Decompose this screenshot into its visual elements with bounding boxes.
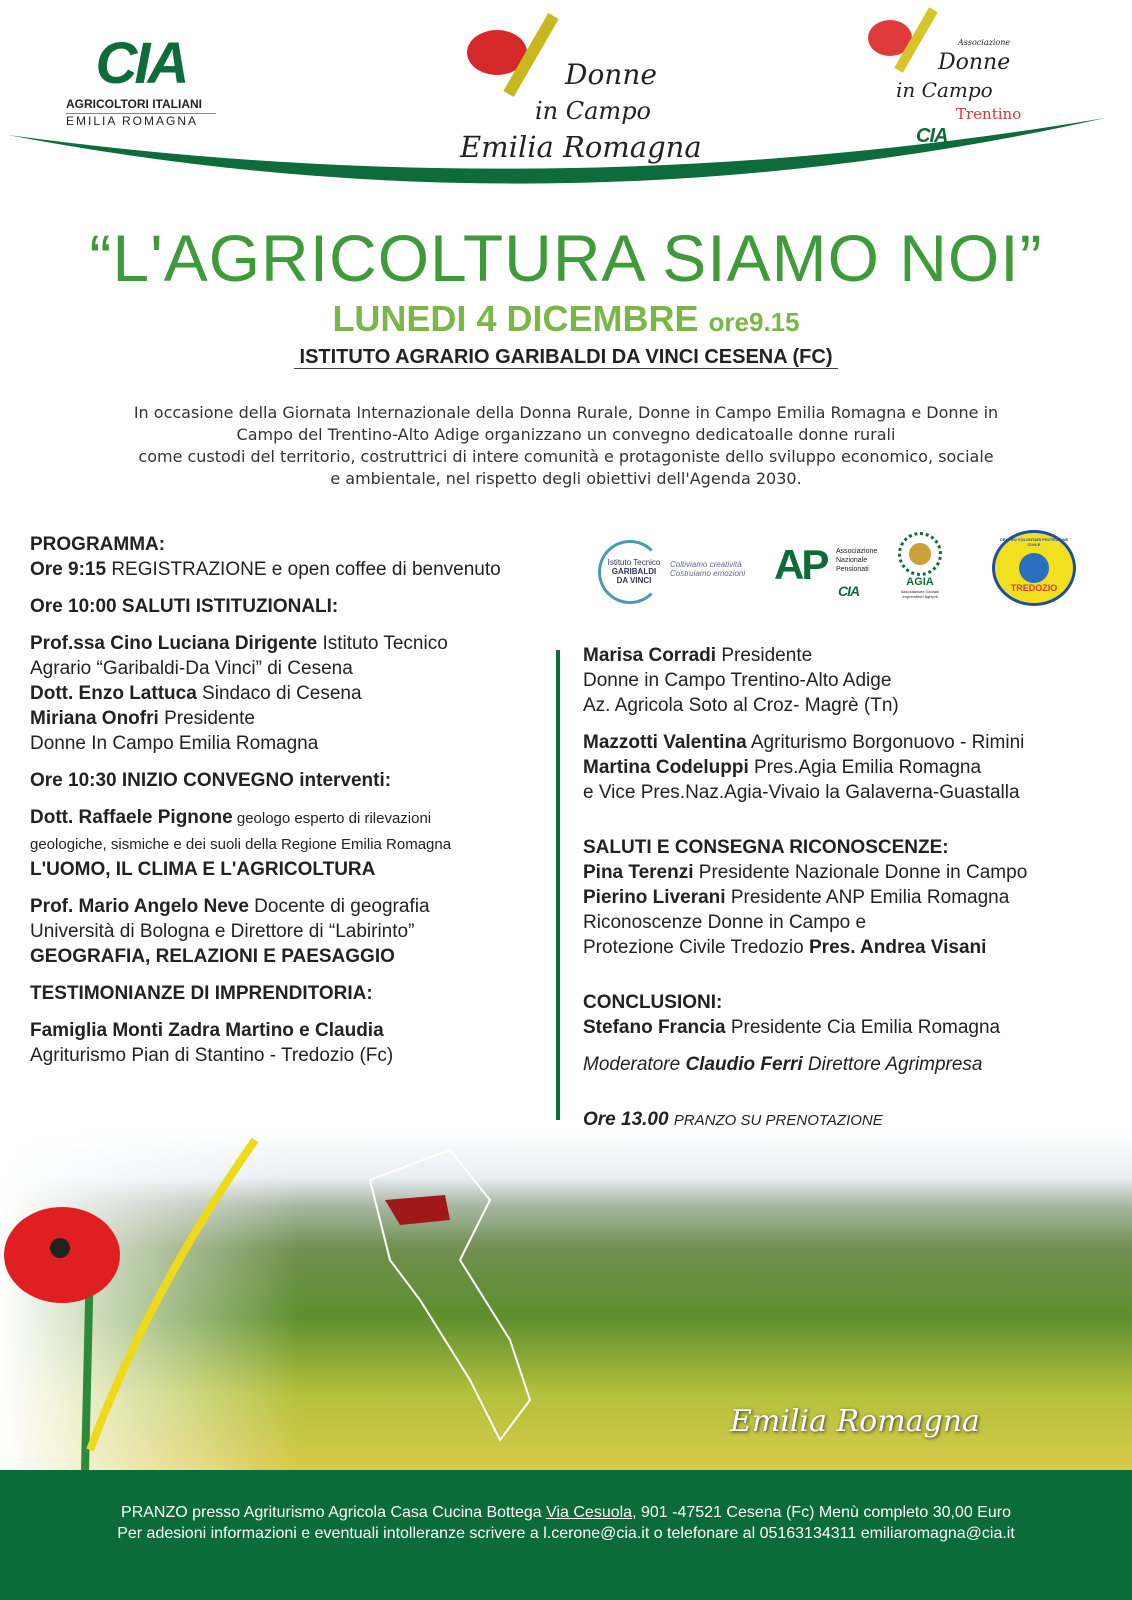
protezione-bottom-text: TREDOZIO [1010, 583, 1058, 593]
logo-small: Associazione [958, 38, 1011, 47]
landscape-caption: Emilia Romagna [730, 1404, 980, 1439]
program-text: Famiglia Monti Zadra Martino e Claudia [30, 1020, 384, 1041]
program-text: Pierino Liverani [583, 887, 726, 908]
program-block [583, 835, 1123, 960]
program-block [583, 1052, 1123, 1077]
column-divider [556, 650, 560, 1120]
program-block [30, 532, 555, 582]
logo-line2: in Campo [896, 78, 993, 102]
program-text: Università di Bologna e Direttore di “Labirinto” [30, 921, 415, 942]
program-text: Stefano Francia [583, 1017, 726, 1038]
program-text: Presidente [158, 708, 255, 729]
program-line [583, 860, 1123, 885]
program-text: Miriana Onofri [30, 708, 159, 729]
program-text: Marisa Corradi [583, 645, 717, 666]
footer-line1 [0, 1502, 1132, 1523]
program-text: L'UOMO, IL CLIMA E L'AGRICOLTURA [30, 859, 376, 880]
intro-paragraph [50, 402, 1082, 490]
program-line [30, 831, 555, 857]
anp-line2: Nazionale [836, 557, 868, 564]
program-text: REGISTRAZIONE e open coffee di benvenuto [111, 559, 501, 580]
program-text: CONCLUSIONI: [583, 992, 723, 1013]
program-text: Ore 9:15 [30, 559, 112, 580]
program-text: Claudio Ferri [685, 1054, 803, 1075]
program-text: geologo esperto di rilevazioni [232, 810, 432, 827]
program-text: Agriturismo Borgonuovo - Rimini [746, 732, 1025, 753]
program-text: Mazzotti Valentina [583, 732, 747, 753]
program-text: Martina Codeluppi [583, 757, 749, 778]
emilia-romagna-region [385, 1195, 450, 1225]
program-text: Ore 10:30 INIZIO CONVEGNO interventi: [30, 770, 392, 791]
footer-line2: Per adesioni informazioni e eventuali intolleranze scrivere a l.cerone@cia.it o telefonare al 05163134311 emiliaromagna@cia.it [117, 1525, 1015, 1542]
cia-logo-line1: AGRICOLTORI ITALIANI [66, 97, 216, 114]
sponsor-agia-logo [890, 532, 950, 612]
program-text: Donne in Campo Trentino-Alto Adige [583, 670, 892, 691]
program-text: Prof. Mario Angelo Neve [30, 896, 249, 917]
program-line [583, 817, 1123, 823]
logo-line3: Emilia Romagna [460, 130, 702, 164]
logo-line3: Trentino [956, 105, 1022, 123]
footer-address-link[interactable]: Via Cesuola, [546, 1504, 637, 1521]
anp-mark: AP [774, 541, 827, 588]
triskelion-icon [1019, 553, 1049, 583]
event-date [0, 298, 1132, 340]
program-block [583, 817, 1123, 823]
program-text: Az. Agricola Soto al Croz- Magrè (Tn) [583, 695, 899, 716]
program-text: Protezione Civile Tredozio [583, 937, 809, 958]
cia-logo-line2: EMILIA ROMAGNA [66, 114, 199, 128]
program-block [583, 972, 1123, 978]
program-text: GEOGRAFIA, RELAZIONI E PAESAGGIO [30, 946, 395, 967]
program-line [583, 668, 1123, 693]
program-line [583, 643, 1123, 668]
event-venue [0, 346, 1132, 369]
intro-line: come custodi del territorio, costruttrici di intere comunità e protagoniste dello sviluppo economico, sociale [138, 447, 994, 466]
program-line [583, 693, 1123, 718]
program-line [30, 594, 555, 619]
program-line [30, 681, 555, 706]
program-line [30, 1043, 555, 1068]
program-text: Prof.ssa Cino Luciana Dirigente [30, 633, 318, 654]
program-line [30, 857, 555, 882]
program-line [30, 768, 555, 793]
header-swoosh [0, 110, 1132, 205]
intro-line: In occasione della Giornata Internazionale della Donna Rurale, Donne in Campo Emilia Romagna e Donne in [133, 403, 999, 422]
logo-cia-mark: CIA [916, 125, 948, 147]
program-text: Presidente [716, 645, 813, 666]
program-line [30, 1018, 555, 1043]
program-block [30, 805, 555, 882]
program-line [30, 706, 555, 731]
program-text: Pres.Agia Emilia Romagna [748, 757, 982, 778]
flowers-illustration [0, 1130, 300, 1470]
program-text: Pina Terenzi [583, 862, 694, 883]
garibaldi-line1: Istituto Tecnico [607, 558, 661, 567]
program-line [583, 885, 1123, 910]
garibaldi-tag1: Coltiviamo creatività [670, 560, 742, 569]
footer [0, 1470, 1132, 1600]
program-line [583, 730, 1123, 755]
program-block [583, 1089, 1123, 1095]
program-line [583, 1052, 1123, 1077]
program-text: Agrario “Garibaldi-Da Vinci” di Cesena [30, 658, 353, 679]
footer-line1-start: PRANZO presso Agriturismo Agricola Casa Cucina Bottega [121, 1504, 547, 1521]
program-line [583, 935, 1123, 960]
event-venue-text: ISTITUTO AGRARIO GARIBALDI DA VINCI CESENA (FC) [294, 346, 839, 369]
program-text: Ore 10:00 SALUTI ISTITUZIONALI: [30, 596, 339, 617]
program-line [30, 805, 555, 831]
garibaldi-line3: DA VINCI [616, 576, 652, 585]
logo-line1: Donne [565, 58, 657, 91]
program-line [30, 532, 555, 557]
program-text: e Vice Pres.Naz.Agia-Vivaio la Galaverna-Guastalla [583, 782, 1020, 803]
program-left-column [30, 532, 555, 1080]
italy-map [330, 1140, 550, 1460]
program-line [30, 981, 555, 1006]
program-block [583, 990, 1123, 1040]
program-text: Presidente ANP Emilia Romagna [725, 887, 1010, 908]
program-block [30, 631, 555, 756]
program-text: Pres. Andrea Visani [809, 937, 987, 958]
program-text: PRANZO SU PRENOTAZIONE [673, 1112, 883, 1129]
program-right-column [583, 643, 1123, 1145]
program-line [583, 835, 1123, 860]
sponsor-garibaldi-logo [598, 540, 768, 604]
program-block [30, 894, 555, 969]
program-line [583, 972, 1123, 978]
program-text: Docente di geografia [248, 896, 430, 917]
program-line [30, 731, 555, 756]
program-block [30, 981, 555, 1006]
program-line [583, 1015, 1123, 1040]
program-text: Ore 13.00 [583, 1109, 674, 1130]
program-line [583, 990, 1123, 1015]
program-text: Agriturismo Pian di Stantino - Tredozio (Fc) [30, 1045, 394, 1066]
intro-line: e ambientale, nel rispetto degli obiettivi dell'Agenda 2030. [330, 469, 802, 488]
program-text: SALUTI E CONSEGNA RICONOSCENZE: [583, 837, 949, 858]
program-text: geologiche, sismiche e dei suoli della Regione Emilia Romagna [30, 836, 452, 853]
agia-mark: AGIA [906, 576, 934, 588]
event-date-day: LUNEDI 4 DICEMBRE [332, 298, 699, 339]
program-text: Donne In Campo Emilia Romagna [30, 733, 319, 754]
program-text: Direttore Agrimpresa [802, 1054, 983, 1075]
intro-line: Campo del Trentino-Alto Adige organizzano un convegno dedicatoalle donne rurali [236, 425, 896, 444]
program-block [30, 594, 555, 619]
program-block [30, 1018, 555, 1068]
event-date-time: ore9.15 [708, 307, 800, 337]
program-text: TESTIMONIANZE DI IMPRENDITORIA: [30, 983, 373, 1004]
program-line [583, 780, 1123, 805]
anp-cia-mark: CIA [838, 583, 860, 599]
program-text: Riconoscenze Donne in Campo e [583, 912, 867, 933]
program-line [583, 755, 1123, 780]
program-block [583, 730, 1123, 805]
logo-line2: in Campo [535, 97, 652, 125]
program-line [30, 557, 555, 582]
program-line [30, 656, 555, 681]
program-line [30, 919, 555, 944]
program-block [583, 643, 1123, 718]
cia-logo-mark: CIA [95, 31, 187, 96]
sponsor-anp-logo [774, 541, 894, 605]
program-text: Dott. Raffaele Pignone [30, 807, 233, 828]
garibaldi-tagline [670, 560, 745, 578]
agia-sub: Associazione Giovani Imprenditori Agricoli [900, 589, 940, 599]
event-title: “L'AGRICOLTURA SIAMO NOI” [89, 221, 1043, 295]
program-text: Presidente Nazionale Donne in Campo [693, 862, 1028, 883]
program-line [30, 894, 555, 919]
anp-text [836, 547, 877, 574]
program-text: Sindaco di Cesena [196, 683, 362, 704]
program-text: PROGRAMMA: [30, 534, 166, 555]
program-line [30, 631, 555, 656]
anp-line3: Pensionati [836, 566, 869, 573]
protezione-ring-text: CENTRO VOLONTARI PROTEZIONE CIVILE [999, 537, 1069, 547]
footer-line1-end: 901 -47521 Cesena (Fc) Menù completo 30,00 Euro [636, 1504, 1011, 1521]
garibaldi-tag2: Costruiamo emozioni [670, 569, 746, 578]
program-text: Istituto Tecnico [317, 633, 448, 654]
program-text: Presidente Cia Emilia Romagna [725, 1017, 1001, 1038]
logo-line1: Donne [938, 50, 1011, 75]
program-block [30, 768, 555, 793]
garibaldi-line2: GARIBALDI [611, 567, 657, 576]
anp-line1: Associazione [836, 548, 878, 555]
program-text: Dott. Enzo Lattuca [30, 683, 197, 704]
garibaldi-text [604, 558, 664, 585]
program-line [583, 1089, 1123, 1095]
program-line [583, 910, 1123, 935]
program-line [30, 944, 555, 969]
globe-flower-icon [898, 532, 942, 576]
program-text: Moderatore [583, 1054, 686, 1075]
sponsor-protezione-civile-logo [992, 530, 1076, 606]
